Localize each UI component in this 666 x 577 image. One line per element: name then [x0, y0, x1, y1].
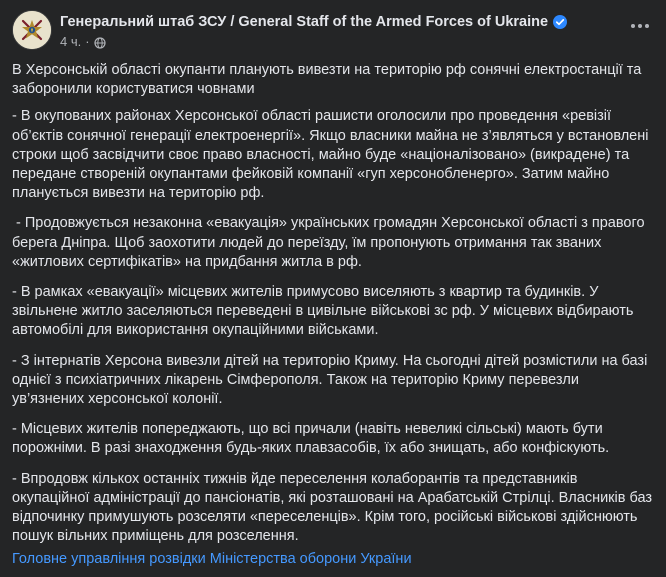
post-time[interactable]: 4 ч.	[60, 34, 82, 49]
post-meta	[60, 34, 106, 49]
post-paragraph: - Продовжується незаконна «евакуація» українських громадян Херсонської області з правого берега Дніпра. Щоб заохотити людей до переїзду, їм пропонують отримання так званих «житлових сертифікатів» на придбання житла в рф.	[12, 215, 649, 270]
post-paragraph: В Херсонській області окупанти планують вивезти на територію рф сонячні електростанції та заборонили користуватися човнами	[12, 62, 642, 98]
globe-icon[interactable]	[94, 37, 106, 49]
verified-badge-icon	[553, 15, 567, 29]
author-name-row	[60, 14, 567, 30]
post-text	[12, 61, 654, 570]
more-options-icon[interactable]	[626, 16, 654, 36]
post-paragraph: - З інтернатів Херсона вивезли дітей на територію Криму. На сьогодні дітей розмістили на базі однієї з психіатричних лікарень Сімферополя. Також на територію Криму перевезли ув’язнених херсонської колонії.	[12, 352, 648, 408]
meta-separator: ·	[85, 34, 90, 49]
source-link[interactable]: Головне управління розвідки Міністерства оборони України	[12, 551, 412, 568]
army-emblem-icon	[13, 11, 51, 49]
page-avatar[interactable]	[12, 10, 52, 50]
author-name[interactable]: Генеральний штаб ЗСУ / General Staff of the Armed Forces of Ukraine	[60, 14, 549, 30]
post-paragraph: - В рамках «евакуації» місцевих жителів примусово виселяють з квартир та будинків. У звільнене житло заселяються переведені в цивільне військові зс рф. У місцевих відбирають автомобілі для використання окупаційними військами.	[12, 284, 634, 339]
post-paragraph: - Впродовж кількох останніх тижнів йде переселення колаборантів та представників окупаційної адміністрації до пансіонатів, які розташовані на Арабатській Стрілці. Власників баз відпочинку примушують розселяти «переселенців». Крім того, російські військові здійснюють пошук вільних приміщень для розселення.	[12, 470, 652, 545]
post-paragraph: - В окупованих районах Херсонської області рашисти оголосили про проведення «ревізії об’єктів сонячної генерації електроенергії». Якщо власники майна не з’являться у встановлені строки щоб засвідчити своє право власності, майно буде «націоналізовано» (викрадене) та передане створеній окупантами фейковій компанії «гуп херсонобленерго». Затим майно планується вивезти на територію рф.	[12, 108, 649, 202]
post-paragraph: - Місцевих жителів попереджають, що всі причали (навіть невеликі сільські) мають бути порожніми. В разі знаходження будь-яких плавзасобів, їх або знищать, або конфіскують.	[12, 421, 610, 457]
post-header	[12, 10, 654, 54]
